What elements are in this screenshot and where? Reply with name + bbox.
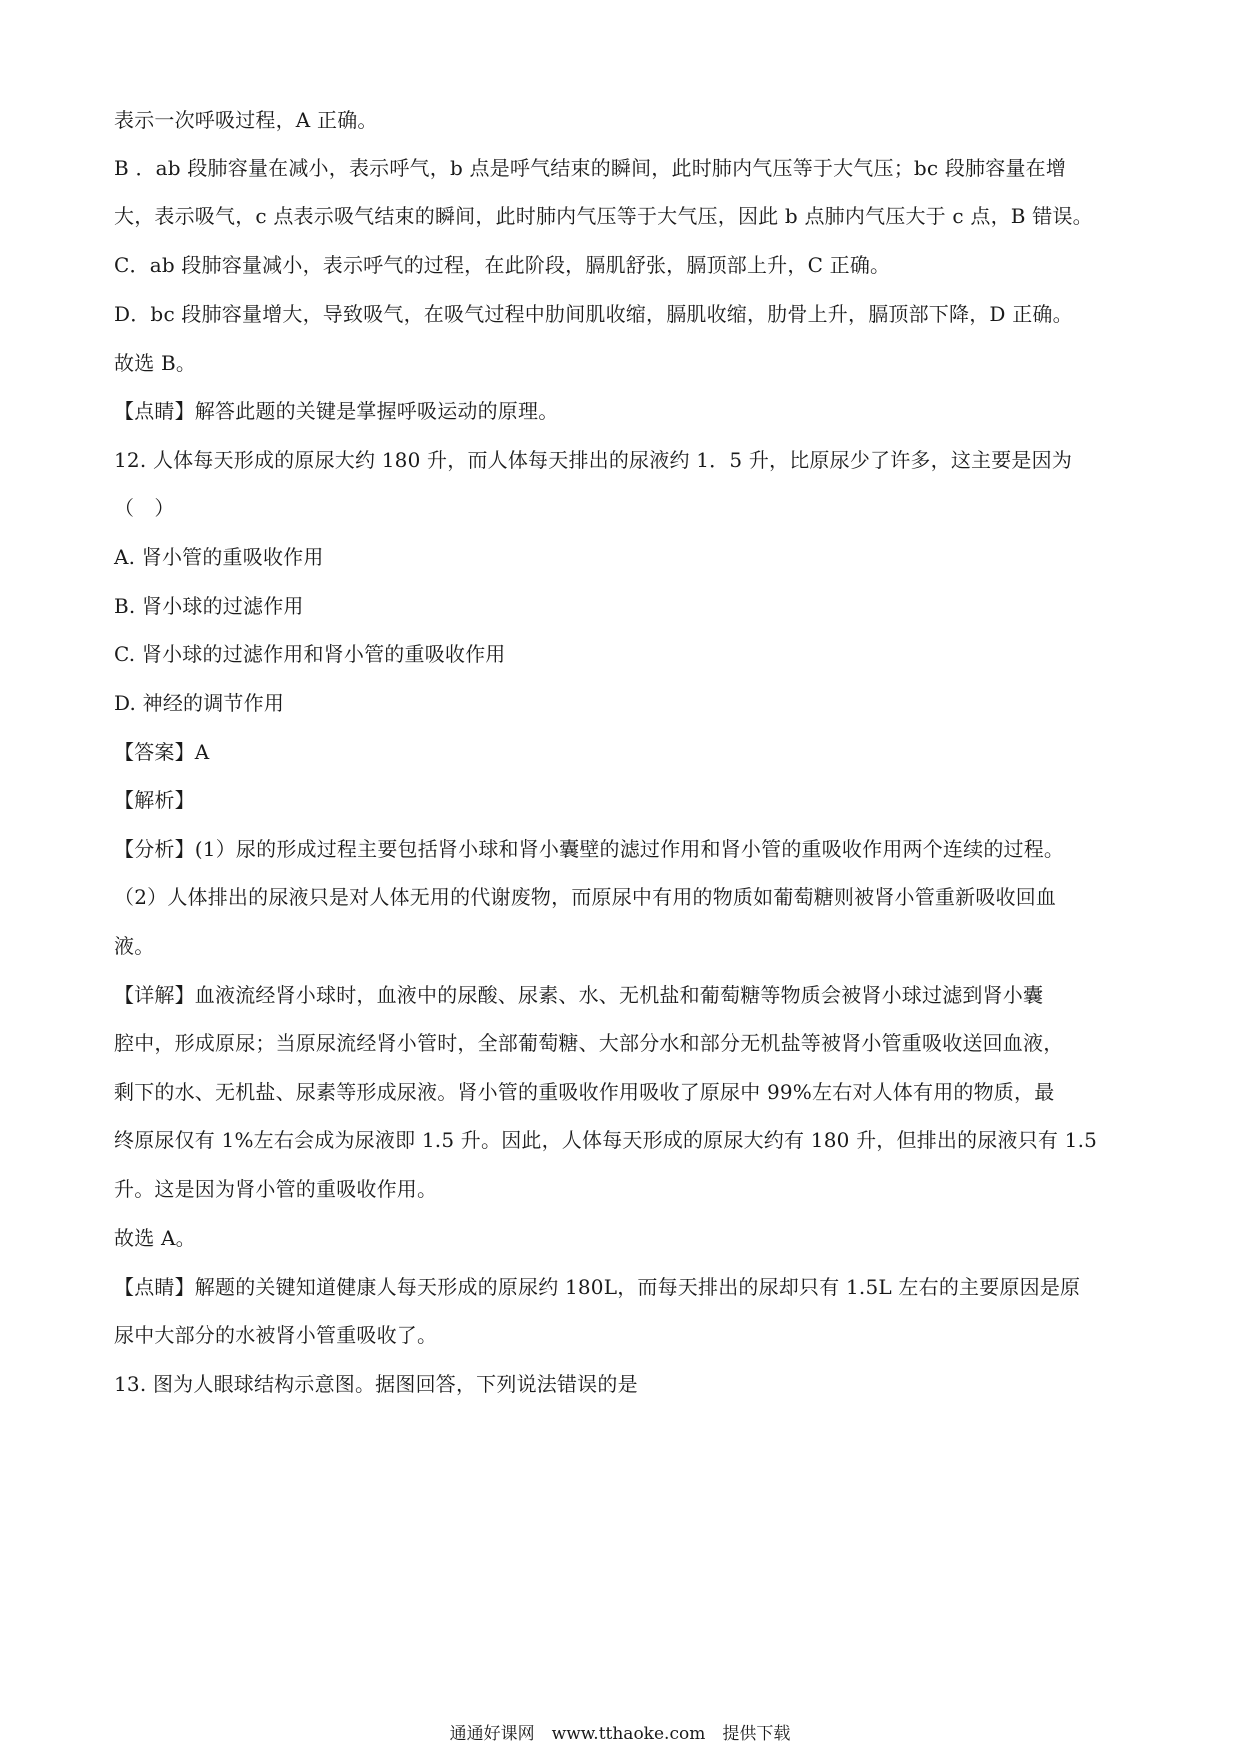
text-line: 故选 B。 bbox=[114, 351, 197, 375]
question-12-stem: 12. 人体每天形成的原尿大约 180 升，而人体每天排出的尿液约 1．5 升，比原尿少了许多，这主要是因为 bbox=[114, 448, 1073, 472]
text-line: D．bc 段肺容量增大，导致吸气，在吸气过程中肋间肌收缩，膈肌收缩，肋骨上升，膈顶部下降，D 正确。 bbox=[114, 302, 1073, 326]
text-line: 故选 A。 bbox=[114, 1226, 196, 1250]
text-line: 表示一次呼吸过程，A 正确。 bbox=[114, 108, 378, 132]
page-footer: 通通好课网 www.tthaoke.com 提供下载 bbox=[449, 1724, 791, 1744]
text-line: 剩下的水、无机盐、尿素等形成尿液。肾小管的重吸收作用吸收了原尿中 99%左右对人体有用的物质，最 bbox=[114, 1080, 1055, 1104]
text-line: 【点睛】解题的关键知道健康人每天形成的原尿约 180L，而每天排出的尿却只有 1.5L 左右的主要原因是原 bbox=[114, 1275, 1081, 1299]
text-line: 大，表示吸气，c 点表示吸气结束的瞬间，此时肺内气压等于大气压，因此 b 点肺内气压大于 c 点，B 错误。 bbox=[114, 204, 1093, 228]
option-c: C. 肾小球的过滤作用和肾小管的重吸收作用 bbox=[114, 642, 506, 666]
text-line: 升。这是因为肾小管的重吸收作用。 bbox=[114, 1177, 438, 1201]
option-d: D. 神经的调节作用 bbox=[114, 691, 285, 715]
text-line: B ．ab 段肺容量在减小，表示呼气，b 点是呼气结束的瞬间，此时肺内气压等于大气压；bc 段肺容量在增 bbox=[114, 156, 1067, 180]
text-line: 终原尿仅有 1%左右会成为尿液即 1.5 升。因此，人体每天形成的原尿大约有 180 升，但排出的尿液只有 1.5 bbox=[114, 1128, 1098, 1152]
text-line: 尿中大部分的水被肾小管重吸收了。 bbox=[114, 1323, 438, 1347]
text-line: 腔中，形成原尿；当原尿流经肾小管时，全部葡萄糖、大部分水和部分无机盐等被肾小管重吸收送回血液， bbox=[114, 1031, 1064, 1055]
text-line: C．ab 段肺容量减小，表示呼气的过程，在此阶段，膈肌舒张，膈顶部上升，C 正确。 bbox=[114, 253, 891, 277]
analysis-label: 【解析】 bbox=[114, 788, 195, 812]
question-13-stem: 13. 图为人眼球结构示意图。据图回答，下列说法错误的是 bbox=[114, 1372, 638, 1396]
text-line: （2）人体排出的尿液只是对人体无用的代谢废物，而原尿中有用的物质如葡萄糖则被肾小管重新吸收回血 bbox=[114, 885, 1057, 909]
answer-blank: （ ） bbox=[114, 496, 175, 520]
text-line: 【详解】血液流经肾小球时，血液中的尿酸、尿素、水、无机盐和葡萄糖等物质会被肾小球过滤到肾小囊 bbox=[114, 983, 1044, 1007]
text-line: 液。 bbox=[114, 934, 155, 958]
option-b: B. 肾小球的过滤作用 bbox=[114, 594, 304, 618]
option-a: A. 肾小管的重吸收作用 bbox=[114, 545, 324, 569]
text-line: 【分析】(1）尿的形成过程主要包括肾小球和肾小囊壁的滤过作用和肾小管的重吸收作用两个连续的过程。 bbox=[114, 837, 1065, 861]
answer-label: 【答案】A bbox=[114, 740, 210, 764]
text-line: 【点睛】解答此题的关键是掌握呼吸运动的原理。 bbox=[114, 399, 559, 423]
